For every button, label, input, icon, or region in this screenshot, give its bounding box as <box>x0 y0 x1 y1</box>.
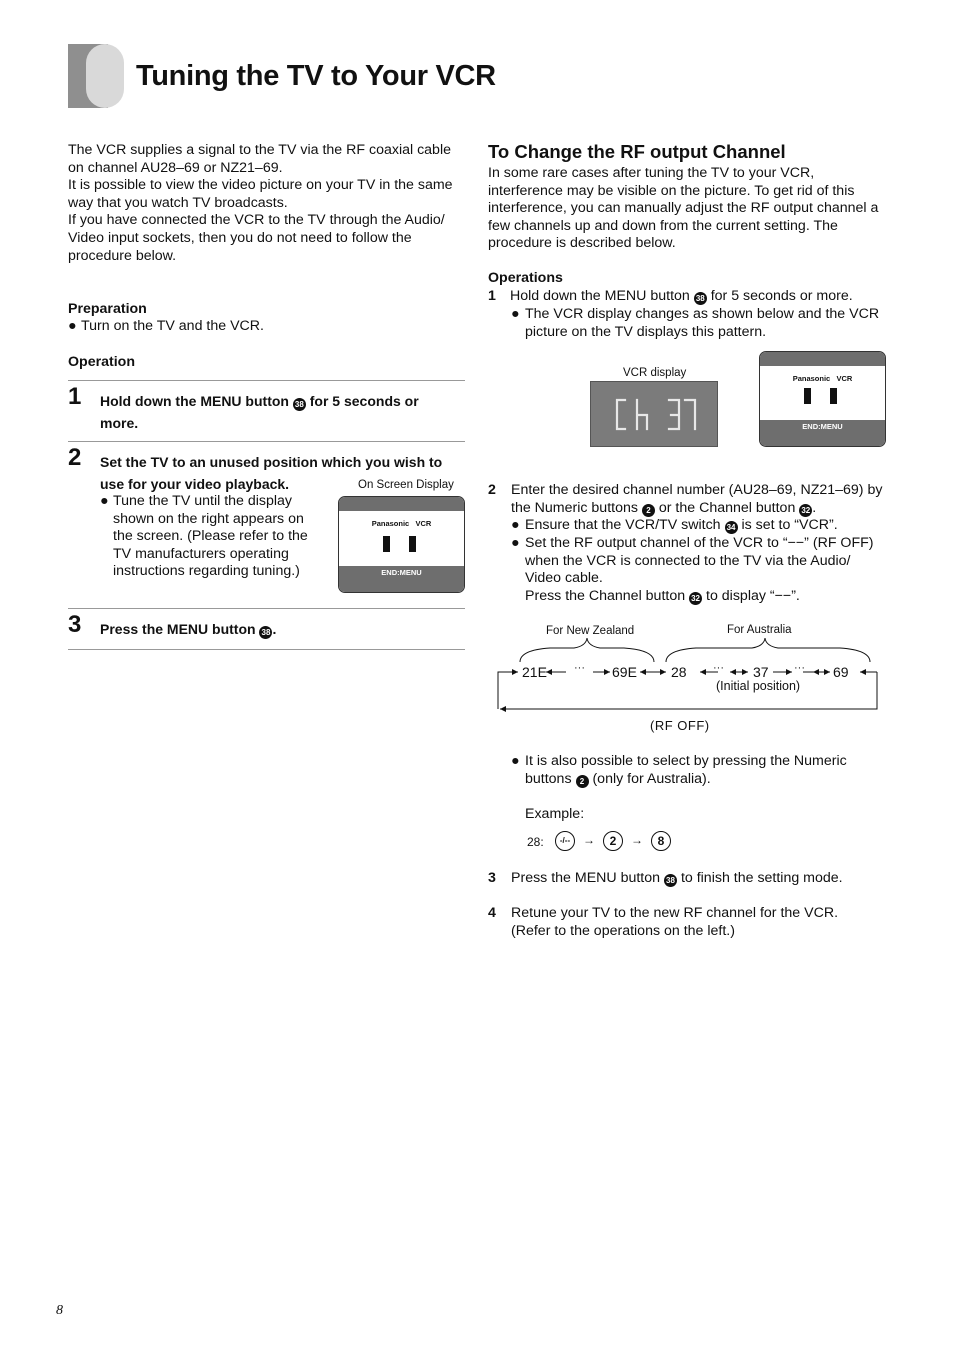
vcr-lcd-digits <box>591 382 717 446</box>
intro-para-2: It is possible to view the video picture on your TV in the same way that you watch TV broadcasts. <box>68 177 453 211</box>
header-tab-pill <box>86 44 124 108</box>
divider <box>68 441 465 442</box>
initial-position-label: (Initial position) <box>716 679 801 693</box>
rf-off-label: (RF OFF) <box>650 718 710 733</box>
op-3 <box>488 870 888 888</box>
operations-heading: Operations <box>488 270 563 286</box>
section-intro: In some rare cases after tuning the TV to your VCR, interference may be visible on the picture. To get rid of this interference, you can manually adjust the RF output channel a few channels up and down from the current setting. The procedure is described below. <box>488 165 879 252</box>
op-3-text-b: to finish the setting mode. <box>680 870 843 886</box>
op-2-text-c: . <box>812 499 817 516</box>
op-1-bullet <box>511 306 881 341</box>
menu-button-icon: 38 <box>664 874 677 887</box>
op-2-bullet-2-c-b: to display “−−”. <box>706 587 800 604</box>
on-screen-display-caption: On Screen Display <box>358 479 454 491</box>
menu-button-icon: 38 <box>259 626 272 639</box>
numeric-note <box>511 753 871 788</box>
channel-sequence-diagram <box>490 636 890 716</box>
step-2-number: 2 <box>68 444 82 471</box>
example-key-sequence <box>555 831 671 851</box>
preparation-item <box>68 318 458 336</box>
tv-screen-top-band <box>339 497 464 511</box>
key-dash-icon: -/-- <box>555 831 575 851</box>
step-1-text <box>100 390 460 434</box>
numeric-note-b: (only for Australia). <box>592 770 711 787</box>
tv-screen-illustration-2 <box>759 351 886 447</box>
step-3-number: 3 <box>68 611 82 638</box>
op-2-bullet-2 <box>511 535 886 605</box>
divider <box>68 380 465 381</box>
tv-screen-brand: Panasonic VCR <box>371 519 432 528</box>
op-2-bullet-2-text: Set the RF output channel of the VCR to “−−” (RF OFF) when the VCR is connected to the TV via the Audio/ Video cable. <box>525 535 874 587</box>
step-2-text: Set the TV to an unused position which you wish to use for your video playback. <box>100 454 443 492</box>
bullet-icon: ● <box>511 517 520 533</box>
preparation-item-text: Turn on the TV and the VCR. <box>81 318 264 334</box>
arrow-right-icon: → <box>631 833 643 848</box>
step-2-bullet <box>100 493 322 581</box>
tv-screen-brand: Panasonic VCR <box>792 374 853 383</box>
channel-dots: ··· <box>794 662 805 674</box>
op-2-bullet-2-c-a: Press the Channel button <box>525 587 686 604</box>
channel-dots: ··· <box>574 662 585 674</box>
op-2-text-a: Enter the desired channel number (AU28–69, NZ21–69) by the Numeric buttons <box>511 482 883 516</box>
op-2-bullet-1-b: is set to “VCR”. <box>741 517 838 533</box>
channel-button-icon: 32 <box>689 592 702 605</box>
channel-69: 69 <box>833 664 849 680</box>
bullet-icon: ● <box>100 493 109 509</box>
op-2-number: 2 <box>488 482 496 498</box>
menu-button-icon: 38 <box>694 292 707 305</box>
op-2-text-b: or the Channel button <box>658 499 796 516</box>
op-1-bullet-text: The VCR display changes as shown below and the VCR picture on the TV displays this pattern. <box>525 306 880 340</box>
divider <box>68 649 465 650</box>
tv-screen-bar-left <box>383 536 390 552</box>
bullet-icon: ● <box>511 753 520 769</box>
bullet-icon: ● <box>511 306 520 322</box>
step-1-text-a: Hold down the MENU button <box>100 393 289 409</box>
key-2-icon: 2 <box>603 831 623 851</box>
tv-screen-bar-left <box>804 388 811 404</box>
op-3-text-a: Press the MENU button <box>511 870 661 886</box>
step-3-text-a: Press the MENU button <box>100 621 256 637</box>
tv-screen-top-band <box>760 352 885 366</box>
op-4 <box>488 905 858 940</box>
op-4-text: Retune your TV to the new RF channel for the VCR. (Refer to the operations on the left.) <box>511 905 839 939</box>
op-2-bullet-1 <box>511 517 886 535</box>
channel-21e: 21E <box>522 664 547 680</box>
numeric-buttons-icon: 2 <box>576 775 589 788</box>
arrow-right-icon: → <box>583 833 595 848</box>
tv-screen-bar-right <box>830 388 837 404</box>
numeric-buttons-icon: 2 <box>642 504 655 517</box>
op-2 <box>488 482 888 517</box>
intro-para-3: If you have connected the VCR to the TV through the Audio/ Video input sockets, then you do not need to follow the procedure below. <box>68 212 445 264</box>
op-3-number: 3 <box>488 870 496 886</box>
intro-para-1: The VCR supplies a signal to the TV via the RF coaxial cable on channel AU28–69 or NZ21–69. <box>68 142 451 176</box>
vcr-display-caption: VCR display <box>623 367 687 379</box>
divider <box>68 608 465 609</box>
op-4-number: 4 <box>488 905 496 921</box>
channel-37: 37 <box>753 664 769 680</box>
menu-button-icon: 38 <box>293 398 306 411</box>
tv-screen-bar-right <box>409 536 416 552</box>
channel-69e: 69E <box>612 664 637 680</box>
numeric-note-a: It is also possible to select by pressing the Numeric buttons <box>525 753 847 787</box>
bullet-icon: ● <box>511 535 520 551</box>
step-3-text-b: . <box>272 621 277 637</box>
example-value: 28: <box>527 835 544 849</box>
step-1-number: 1 <box>68 383 82 410</box>
channel-button-icon: 32 <box>799 504 812 517</box>
step-2-bullet-text: Tune the TV until the display shown on the right appears on the screen. (Please refer to the TV manufacturers operating instructions regarding tuning.) <box>113 493 308 580</box>
op-1 <box>488 288 888 306</box>
step-3-text <box>100 618 460 640</box>
op-1-text-a: Hold down the MENU button <box>510 288 690 304</box>
channel-dots: ··· <box>713 662 724 674</box>
section-heading: To Change the RF output Channel <box>488 141 786 162</box>
example-label: Example: <box>525 806 585 822</box>
key-8-icon: 8 <box>651 831 671 851</box>
tv-screen-footer: END:MENU <box>339 566 464 592</box>
label-australia: For Australia <box>727 624 792 636</box>
tv-screen-footer: END:MENU <box>760 420 885 446</box>
preparation-heading: Preparation <box>68 301 147 317</box>
label-new-zealand: For New Zealand <box>546 625 635 637</box>
op-1-text-b: for 5 seconds or more. <box>710 288 853 304</box>
operation-heading: Operation <box>68 354 136 370</box>
channel-28: 28 <box>671 664 687 680</box>
vcr-display-panel <box>590 381 718 447</box>
op-2-bullet-1-a: Ensure that the VCR/TV switch <box>525 517 721 533</box>
tv-screen-illustration <box>338 496 465 593</box>
op-1-number: 1 <box>488 288 496 304</box>
step-1-text-b: for 5 seconds or more. <box>100 393 419 431</box>
page-number: 8 <box>56 1303 63 1318</box>
bullet-icon: ● <box>68 318 77 334</box>
page-title: Tuning the TV to Your VCR <box>136 60 496 92</box>
intro-text <box>68 142 466 265</box>
vcr-tv-switch-icon: 34 <box>725 521 738 534</box>
